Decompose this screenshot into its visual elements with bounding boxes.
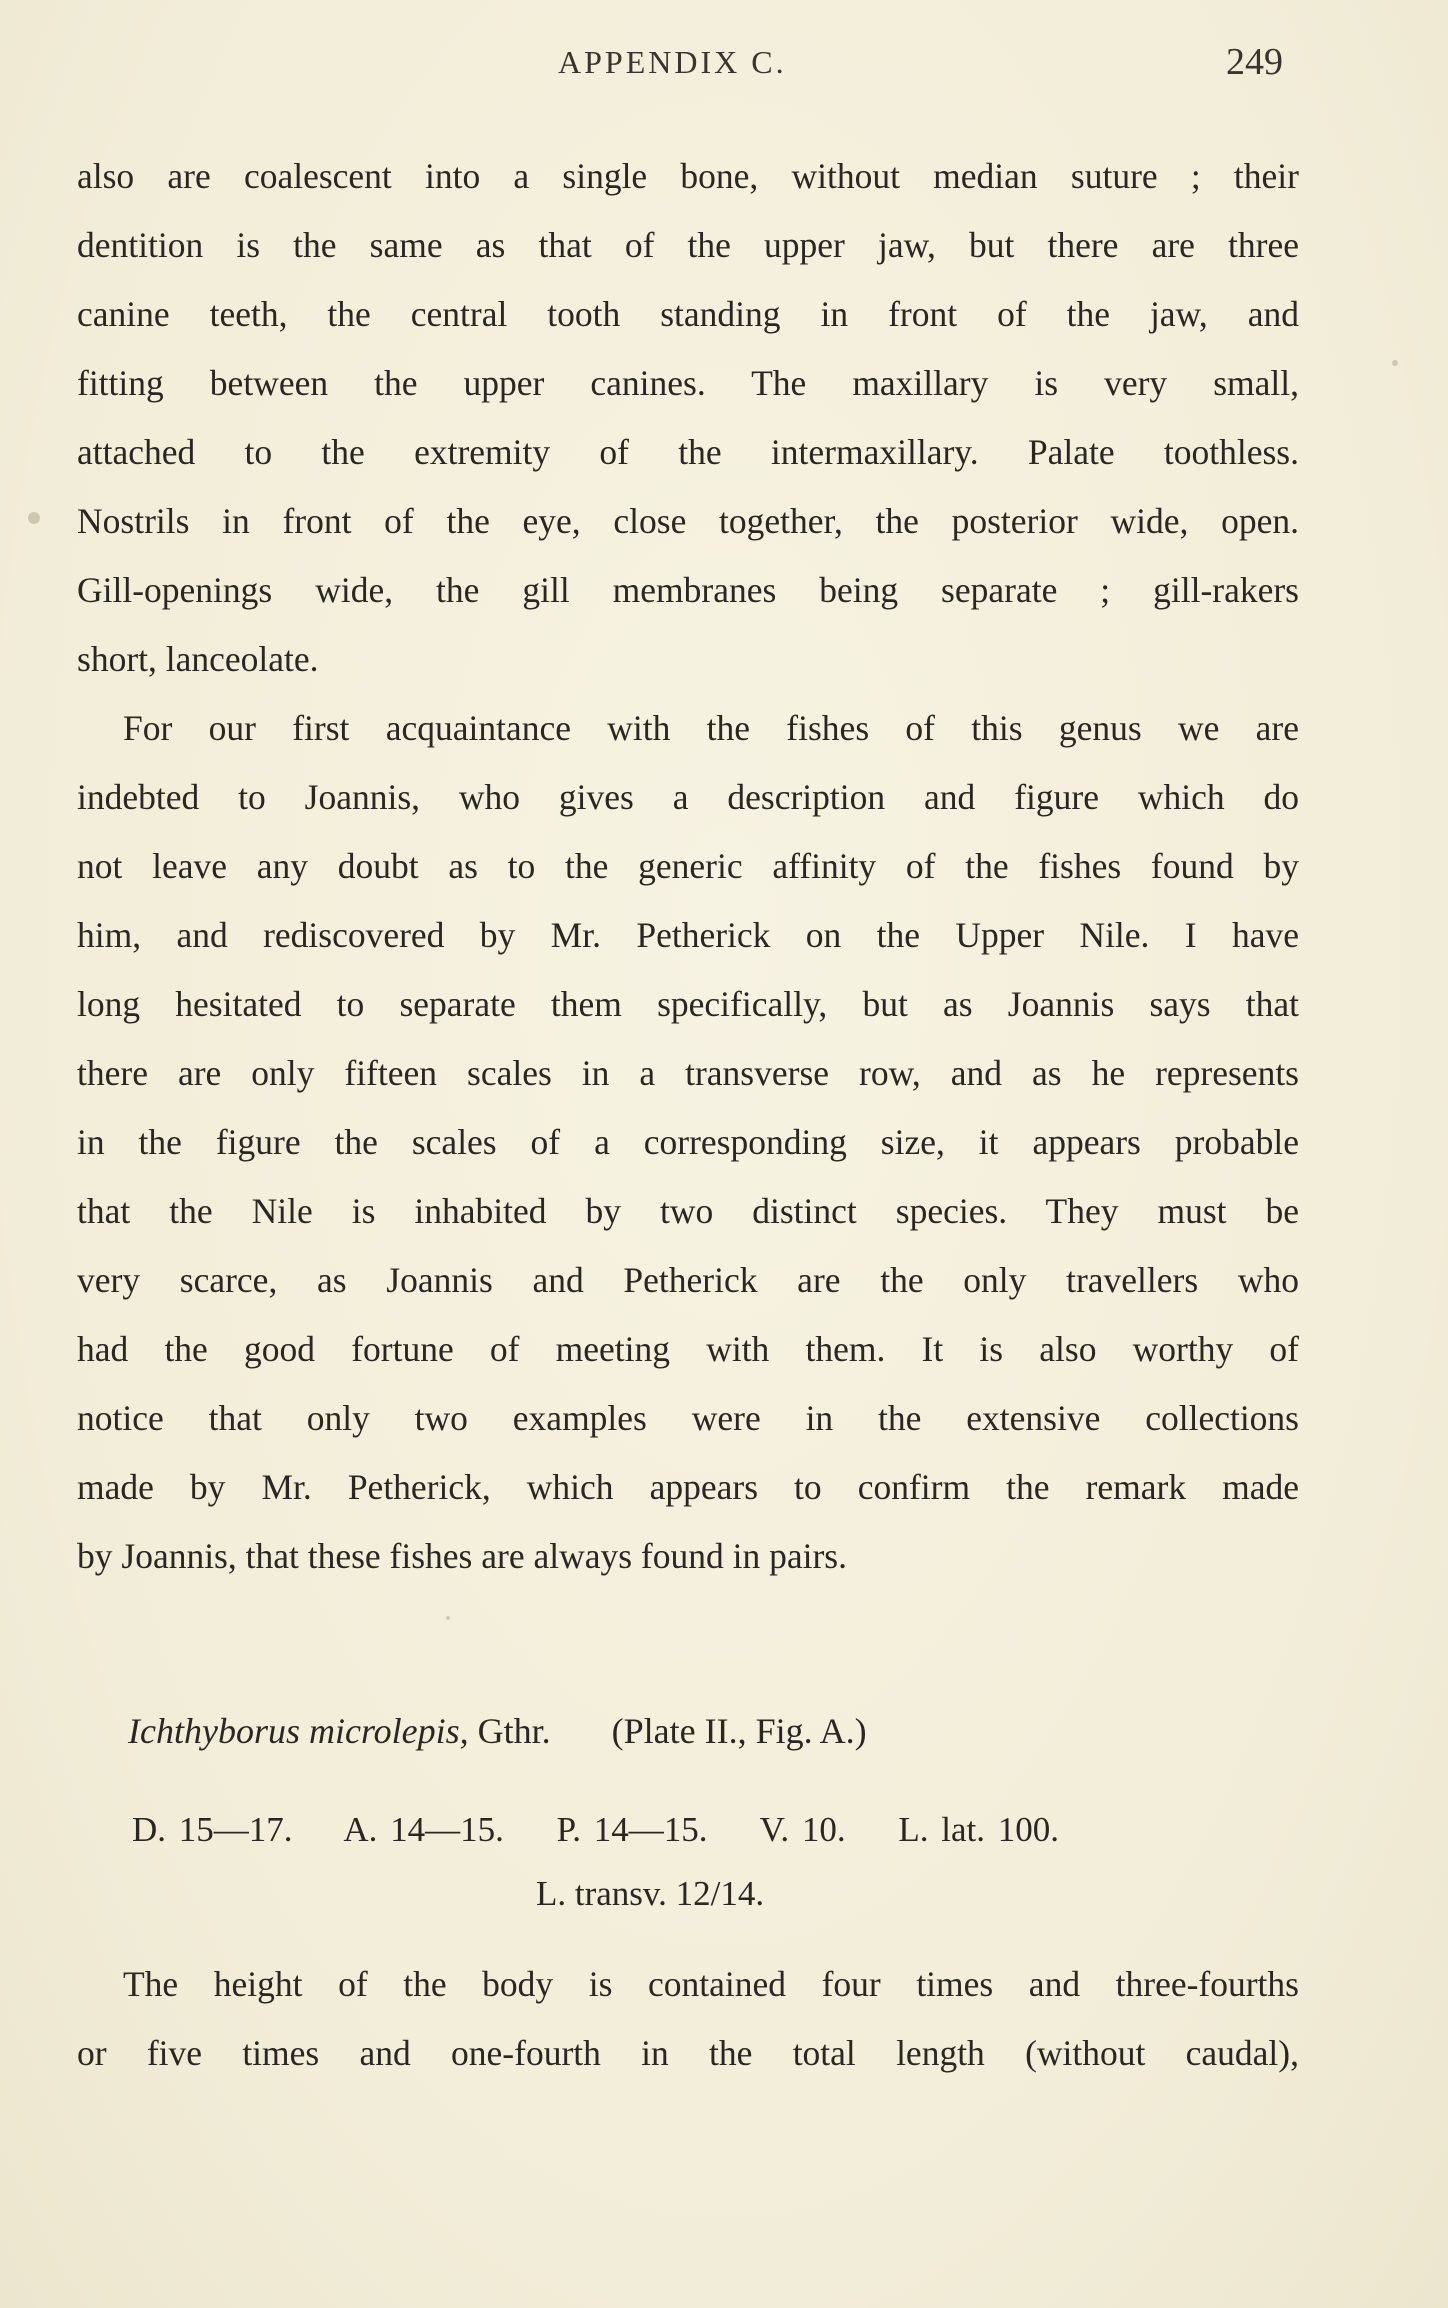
text-line: that the Nile is inhabited by two distinct species. They must be	[77, 1191, 1299, 1231]
species-name: Ichthyborus microlepis,	[128, 1711, 469, 1751]
dorsal-count: D. 15—17.	[132, 1810, 293, 1849]
paper-speck	[446, 1616, 450, 1620]
pectoral-count: P. 14—15.	[556, 1810, 708, 1849]
text-line: him, and rediscovered by Mr. Petherick on the Upper Nile. I have	[77, 915, 1299, 955]
species-heading	[128, 1697, 867, 1766]
plate-reference: (Plate II., Fig. A.)	[611, 1711, 867, 1751]
paragraph-2	[77, 694, 1299, 1591]
paper-speck	[1392, 360, 1398, 366]
text-line: also are coalescent into a single bone, without median suture ; their	[77, 156, 1299, 196]
page-number: 249	[1226, 41, 1283, 83]
paragraph-3	[77, 1950, 1299, 2088]
anal-count: A. 14—15.	[343, 1810, 504, 1849]
text-line: attached to the extremity of the intermaxillary. Palate toothless.	[77, 432, 1299, 472]
text-line: very scarce, as Joannis and Petherick are the only travellers who	[77, 1260, 1299, 1300]
text-line: short, lanceolate.	[77, 639, 319, 679]
text-line: or five times and one-fourth in the total length (without caudal),	[77, 2033, 1299, 2073]
text-line: had the good fortune of meeting with them. It is also worthy of	[77, 1329, 1299, 1369]
text-line: long hesitated to separate them specifically, but as Joannis says that	[77, 984, 1299, 1024]
text-line: Nostrils in front of the eye, close together, the posterior wide, open.	[77, 501, 1299, 541]
fin-formula	[132, 1795, 1059, 1864]
paragraph-1	[77, 142, 1299, 694]
transverse-count: L. transv. 12/14.	[536, 1874, 765, 1913]
text-line: Gill-openings wide, the gill membranes being separate ; gill-rakers	[77, 570, 1299, 610]
text-line: canine teeth, the central tooth standing in front of the jaw, and	[77, 294, 1299, 334]
paper-speck	[28, 512, 40, 524]
species-author: Gthr.	[477, 1711, 551, 1751]
lateral-line-count: L. lat. 100.	[898, 1810, 1059, 1849]
text-line: The height of the body is contained four times and three-fourths	[123, 1964, 1299, 2004]
page-header	[0, 41, 1448, 88]
text-line: in the figure the scales of a corresponding size, it appears probable	[77, 1122, 1299, 1162]
running-head: APPENDIX C.	[558, 44, 787, 80]
text-line: fitting between the upper canines. The maxillary is very small,	[77, 363, 1299, 403]
text-line: made by Mr. Petherick, which appears to confirm the remark made	[77, 1467, 1299, 1507]
text-line: there are only fifteen scales in a transverse row, and as he represents	[77, 1053, 1299, 1093]
ventral-count: V. 10.	[759, 1810, 846, 1849]
text-line: dentition is the same as that of the upper jaw, but there are three	[77, 225, 1299, 265]
text-line: not leave any doubt as to the generic affinity of the fishes found by	[77, 846, 1299, 886]
text-line: indebted to Joannis, who gives a description and figure which do	[77, 777, 1299, 817]
text-line: notice that only two examples were in the extensive collections	[77, 1398, 1299, 1438]
text-line: by Joannis, that these fishes are always found in pairs.	[77, 1536, 847, 1576]
text-line: For our first acquaintance with the fishes of this genus we are	[123, 708, 1299, 748]
